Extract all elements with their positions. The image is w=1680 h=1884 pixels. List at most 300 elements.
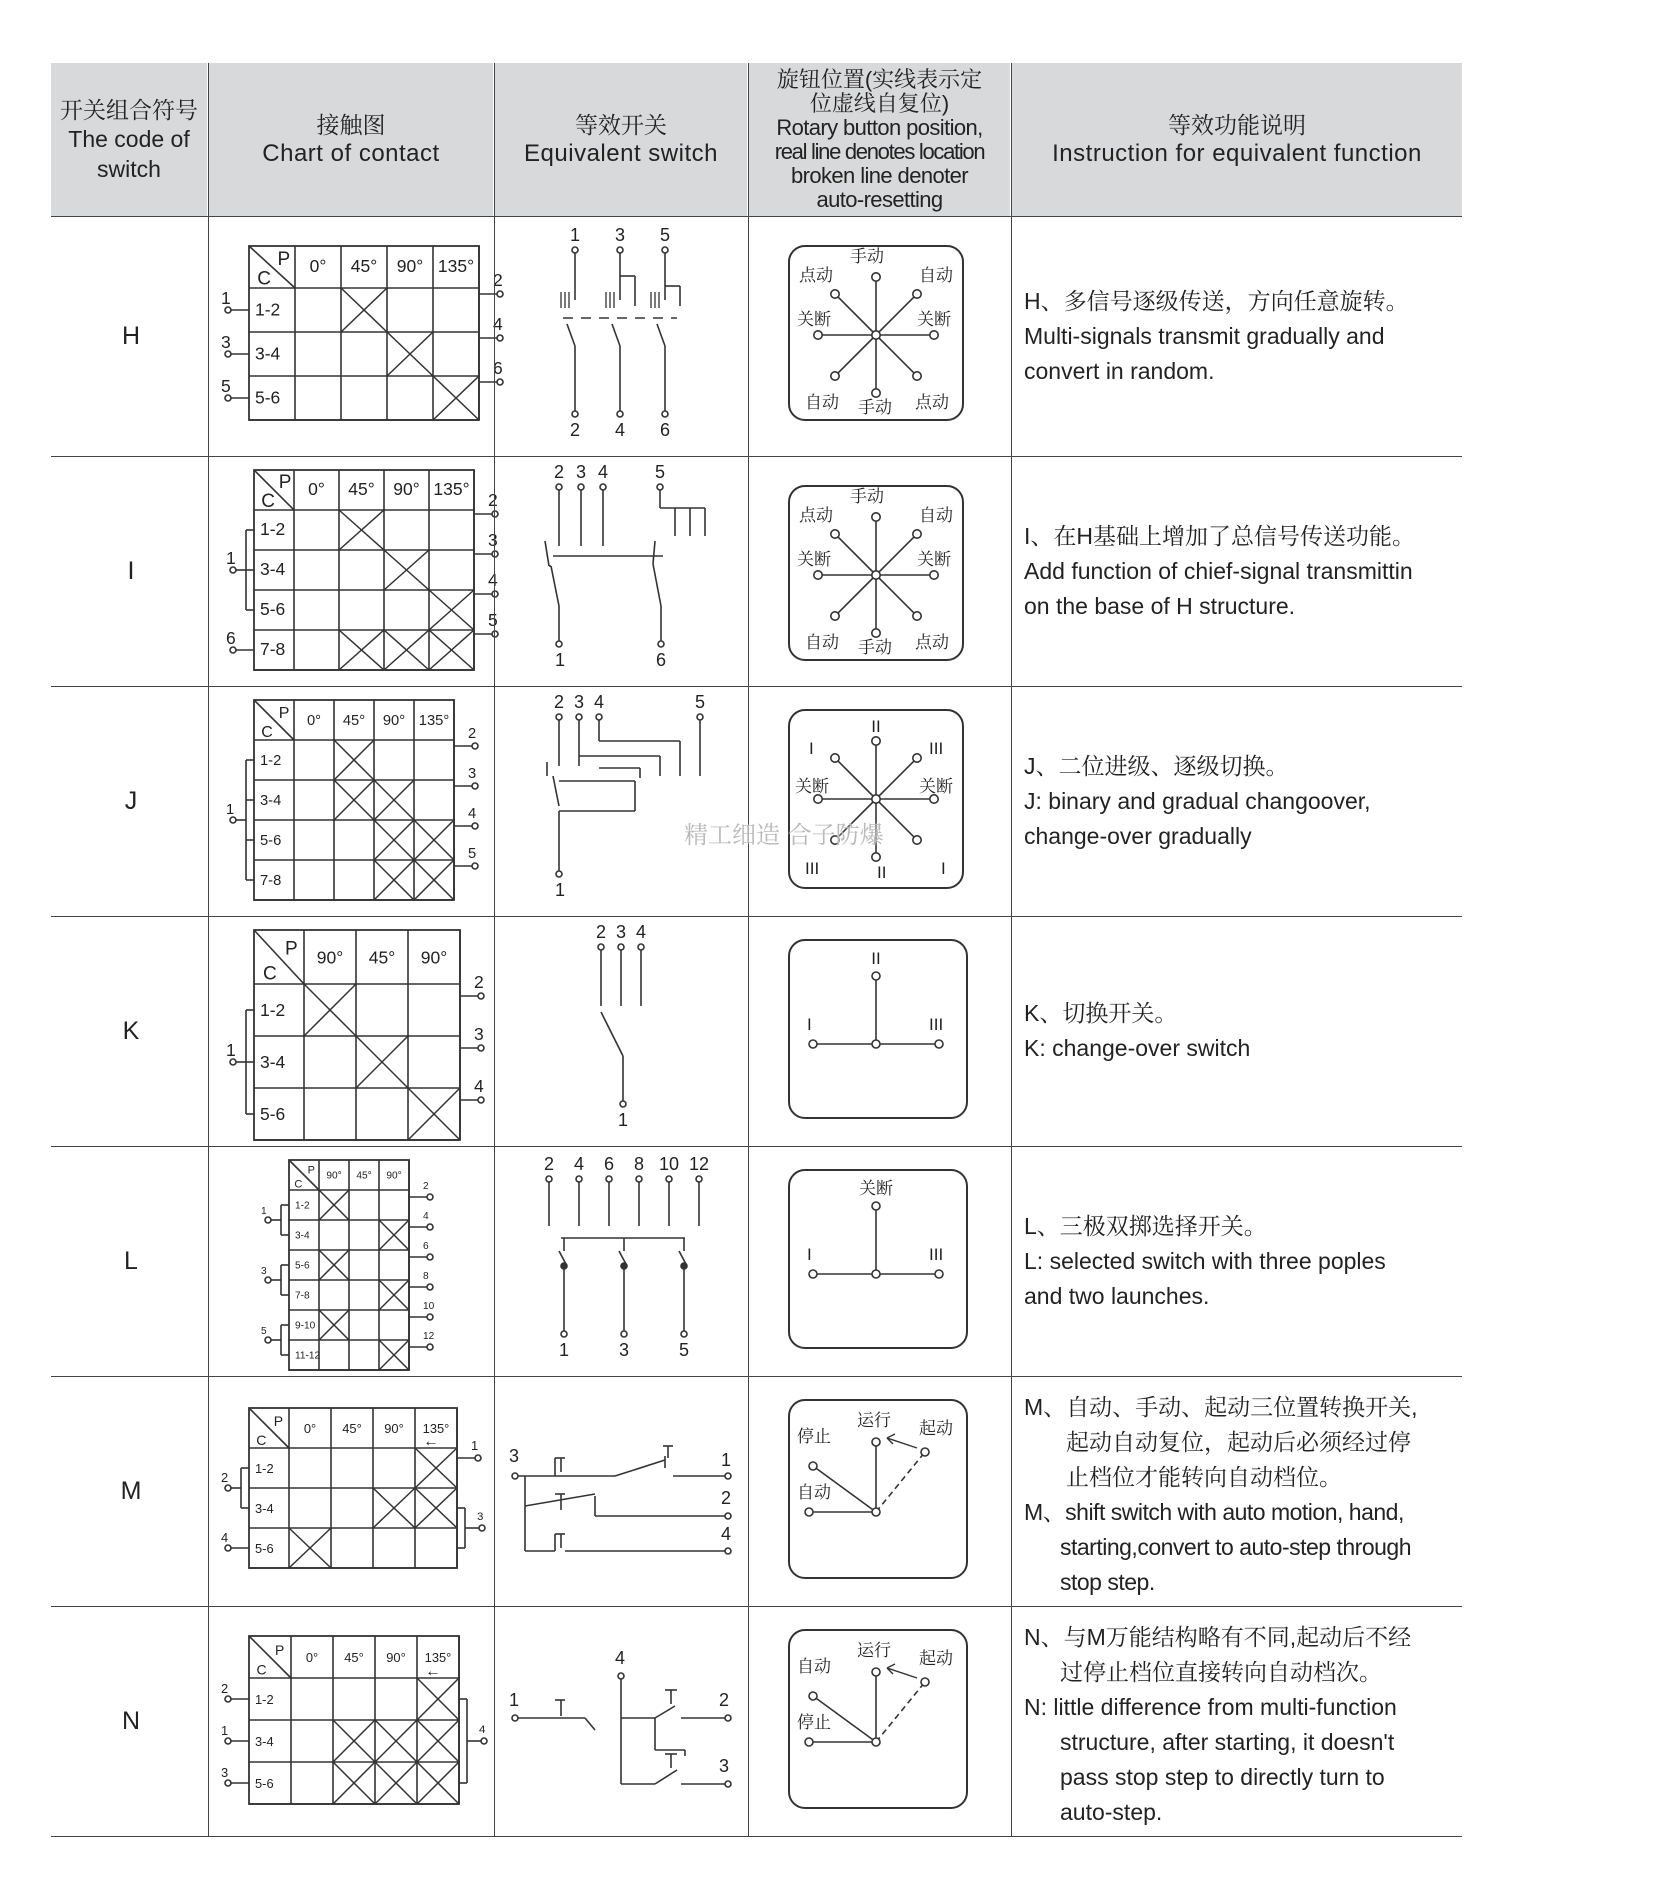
terminal-label: 2: [423, 1181, 429, 1192]
terminal-label: 4: [594, 692, 605, 712]
equivalent-switch-cell: [495, 916, 747, 1146]
chart-row-label: 1-2: [255, 1692, 274, 1708]
terminal-label: 10: [423, 1301, 435, 1312]
rotary-label-jog: 点动: [915, 633, 949, 653]
rotary-position-cell: [749, 456, 1010, 686]
chart-row-label: 9-10: [295, 1320, 316, 1332]
header-function: [1012, 63, 1462, 216]
chart-angle-label: 90°: [420, 947, 448, 968]
contact-chart: [221, 1408, 485, 1568]
equivalent-switch: [509, 1446, 731, 1554]
switch-code: H: [121, 322, 141, 350]
description-line: on the base of H structure.: [1024, 592, 1296, 619]
equivalent-switch-cell: [495, 1606, 747, 1836]
terminal-label: 1: [570, 225, 581, 245]
chart-angle-label: 0°: [308, 478, 325, 499]
terminal-label: 5: [695, 692, 706, 712]
rotary-position-cell: [749, 916, 1010, 1146]
terminal-label: 6: [660, 420, 671, 440]
contact-chart: [226, 470, 498, 670]
chart-c-label: C: [263, 963, 277, 985]
contact-chart-cell: [209, 1146, 493, 1376]
chart-row-label: 3-4: [260, 558, 286, 579]
equivalent-switch: [561, 225, 680, 440]
rotary-label-1: I: [809, 739, 814, 758]
chart-angle-label: 45°: [342, 712, 366, 729]
chart-row-label: 1-2: [260, 1000, 286, 1021]
description-line: L: selected switch with three poples: [1024, 1247, 1386, 1274]
rotary-diagram: [789, 940, 967, 1118]
watermark-text: 精工细造 合子防爆: [684, 821, 884, 849]
description-line: M、自动、手动、起动三位置转换开关,: [1024, 1394, 1418, 1420]
terminal-label: 4: [615, 1648, 626, 1668]
terminal-label: 2: [719, 1690, 730, 1710]
header-code-en: The code of: [68, 125, 190, 152]
terminal-label: 6: [493, 358, 503, 378]
rotary-label-top: 关断: [859, 1179, 893, 1199]
terminal-label: 4: [479, 1724, 486, 1736]
chart-angle-label: 90°: [396, 256, 424, 277]
chart-row-label: 5-6: [255, 387, 281, 408]
chart-row-label: 5-6: [260, 832, 282, 849]
chart-angle-label: 90°: [382, 712, 406, 729]
terminal-label: 2: [493, 270, 503, 290]
terminal-label: 4: [493, 314, 503, 334]
chart-c-label: C: [294, 1178, 303, 1191]
terminal-label: 8: [634, 1154, 645, 1174]
rotary-diagram: [789, 1400, 967, 1578]
terminal-label: 4: [488, 570, 498, 590]
header-rotary-zh1: 旋钮位置(实线表示定: [776, 66, 983, 92]
chart-angle-label: 45°: [342, 1420, 362, 1436]
description-line: pass stop step to directly turn to: [1060, 1764, 1385, 1790]
chart-row-label: 11-12: [295, 1350, 321, 1362]
switch-code: L: [124, 1247, 138, 1275]
chart-c-label: C: [261, 723, 273, 741]
rotary-label-off: 关断: [797, 310, 831, 330]
chart-row-label: 1-2: [260, 518, 286, 539]
chart-p-label: P: [273, 1413, 284, 1429]
table-row: [51, 1376, 1462, 1606]
terminal-label: 1: [721, 1450, 732, 1470]
header-chart-en: Chart of contact: [262, 139, 440, 167]
chart-p-label: P: [277, 248, 291, 270]
chart-angle-label: 90°: [386, 1170, 402, 1182]
terminal-label: 12: [423, 1331, 435, 1342]
chart-angle-label: 45°: [350, 256, 378, 277]
description-line: structure, after starting, it doesn't: [1060, 1729, 1395, 1755]
chart-angle-label: 90°: [393, 478, 420, 499]
rotary-label-1: I: [807, 1015, 812, 1034]
header-code-zh: 开关组合符号: [60, 96, 198, 123]
terminal-label: 1: [555, 650, 566, 670]
header-rotary-zh2: 位虚线自复位): [809, 90, 950, 116]
terminal-label: 12: [689, 1154, 710, 1174]
terminal-label: 3: [616, 922, 627, 942]
header-equiv: [495, 63, 747, 216]
description-line: auto-step.: [1060, 1799, 1163, 1825]
rotary-label-3: III: [929, 1015, 944, 1034]
rotary-label-1: I: [941, 859, 946, 878]
chart-p-label: P: [275, 1641, 285, 1658]
chart-angle-label: 0°: [303, 1420, 317, 1436]
terminal-label: 3: [719, 1756, 730, 1776]
function-description: [1024, 996, 1460, 1066]
terminal-label: 5: [221, 376, 231, 396]
rotary-label-manual: 手动: [858, 638, 892, 658]
description-line: 过停止档位直接转向自动档次。: [1060, 1659, 1382, 1685]
terminal-label: 4: [574, 1154, 585, 1174]
chart-row-label: 1-2: [260, 752, 282, 769]
switch-code: J: [124, 787, 138, 815]
column-divider: [494, 63, 495, 1836]
equivalent-switch-cell: [495, 216, 747, 456]
contact-chart: [226, 700, 478, 900]
description-line: K: change-over switch: [1024, 1035, 1251, 1061]
rotary-position-cell: [749, 686, 1010, 916]
row-divider: [51, 1376, 1462, 1377]
terminal-label: 2: [468, 726, 477, 742]
chart-row-label: 7-8: [260, 638, 286, 659]
row-divider: [51, 916, 1462, 917]
header-rotary-en1: Rotary button position,: [776, 114, 983, 140]
rotary-label-off: 关断: [919, 777, 953, 797]
terminal-label: 2: [474, 972, 484, 992]
terminal-label: 5: [488, 610, 498, 630]
terminal-label: 4: [636, 922, 647, 942]
contact-chart-cell: [209, 1376, 493, 1606]
terminal-label: 1: [618, 1110, 629, 1130]
rotary-diagram: [789, 1630, 967, 1808]
table-row: [51, 216, 1462, 456]
chart-row-label: 1-2: [255, 1460, 274, 1476]
chart-angle-label: 90°: [386, 1650, 406, 1666]
terminal-label: 3: [576, 462, 587, 482]
terminal-label: 1: [226, 548, 236, 568]
switch-code: I: [127, 557, 135, 585]
function-description: [1024, 1620, 1460, 1830]
contact-chart-cell: [209, 686, 493, 916]
chart-row-label: 5-6: [260, 598, 286, 619]
description-line: M、shift switch with auto motion, hand,: [1024, 1499, 1404, 1525]
terminal-label: 5: [261, 1326, 267, 1337]
description-line: Add function of chief-signal transmittin: [1024, 557, 1413, 584]
chart-row-label: 1-2: [295, 1200, 310, 1212]
rotary-label-auto: 自动: [919, 266, 953, 286]
description-line: 止档位才能转向自动档位。: [1066, 1464, 1342, 1490]
chart-row-label: 3-4: [260, 792, 282, 809]
terminal-label: 10: [659, 1154, 680, 1174]
description-line: Multi-signals transmit gradually and: [1024, 322, 1385, 349]
rotary-label-3: III: [805, 859, 820, 878]
terminal-label: 1: [226, 1040, 236, 1060]
chart-p-label: P: [278, 705, 290, 722]
terminal-label: 6: [656, 650, 667, 670]
chart-c-label: C: [256, 1431, 267, 1448]
chart-angle-label: 135°: [437, 256, 475, 277]
terminal-label: 2: [221, 1470, 229, 1485]
terminal-label: 4: [598, 462, 609, 482]
rotary-label-jog: 点动: [799, 266, 833, 286]
chart-row-label: 5-6: [260, 1104, 286, 1125]
terminal-label: 1: [555, 880, 566, 900]
rotary-label-3: III: [929, 739, 944, 758]
header-equiv-en: Equivalent switch: [524, 139, 718, 167]
table-row: [51, 686, 1462, 916]
rotary-label-auto: 自动: [805, 393, 839, 413]
terminal-label: 2: [721, 1488, 732, 1508]
rotary-label-manual: 手动: [850, 487, 884, 507]
table-row: [51, 916, 1462, 1146]
table-row: [51, 456, 1462, 686]
chart-angle-label: 45°: [356, 1170, 372, 1182]
rotary-label-jog: 点动: [915, 393, 949, 413]
rotary-diagram: [789, 486, 963, 660]
chart-p-label: P: [307, 1164, 315, 1177]
equivalent-switch-cell: [495, 456, 747, 686]
terminal-label: 5: [468, 846, 477, 862]
chart-c-label: C: [261, 490, 275, 512]
row-divider: [51, 1606, 1462, 1607]
table-row: [51, 1146, 1462, 1376]
terminal-label: 3: [468, 766, 477, 782]
terminal-label: 4: [468, 806, 477, 822]
chart-angle-label: 45°: [368, 947, 396, 968]
chart-row-label: 3-4: [255, 1734, 274, 1750]
terminal-label: 2: [221, 1681, 229, 1696]
rotary-label-left: 停止: [797, 1713, 831, 1733]
header-rotary-en4: auto-resetting: [816, 186, 943, 212]
rotary-diagram: [789, 246, 963, 420]
equivalent-switch: [544, 1154, 709, 1360]
rotary-label-left: 自动: [797, 1483, 831, 1503]
rotary-label-run: 运行: [857, 1641, 891, 1661]
terminal-label: 1: [471, 1438, 479, 1453]
description-line: I、在H基础上增加了总信号传送功能。: [1024, 522, 1415, 549]
terminal-label: 2: [554, 462, 565, 482]
description-line: change-over gradually: [1024, 822, 1252, 849]
terminal-label: 5: [679, 1340, 690, 1360]
chart-row-label: 7-8: [260, 872, 282, 889]
chart-angle-label: 45°: [348, 478, 375, 499]
terminal-label: 6: [423, 1241, 429, 1252]
terminal-label: 4: [221, 1530, 229, 1545]
equivalent-switch: [545, 462, 705, 670]
terminal-label: 6: [226, 628, 236, 648]
column-divider: [748, 63, 749, 1836]
terminal-label: 1: [261, 1206, 267, 1217]
terminal-label: 1: [509, 1690, 520, 1710]
description-line: 起动自动复位，起动后必须经过停: [1066, 1429, 1411, 1455]
chart-angle-label: 0°: [309, 256, 327, 277]
contact-chart: [261, 1160, 435, 1370]
chart-arrow: ←: [423, 1433, 439, 1450]
terminal-label: 4: [423, 1211, 429, 1222]
rotary-diagram: [789, 710, 963, 888]
terminal-label: 3: [488, 530, 498, 550]
equivalent-switch: [596, 922, 646, 1130]
contact-chart-cell: [209, 216, 503, 456]
rotary-label-2: II: [877, 863, 887, 882]
rotary-label-start: 起动: [919, 1649, 953, 1669]
rotary-label-run: 运行: [857, 1411, 891, 1431]
terminal-label: 3: [221, 332, 231, 352]
terminal-label: 3: [574, 692, 585, 712]
switch-code: K: [122, 1017, 140, 1045]
chart-arrow: ←: [425, 1662, 441, 1680]
row-divider: [51, 686, 1462, 687]
equivalent-switch-cell: [495, 1146, 747, 1376]
rotary-label-off: 关断: [797, 550, 831, 570]
chart-row-label: 5-6: [255, 1776, 274, 1792]
chart-row-label: 3-4: [295, 1230, 310, 1242]
contact-chart: [221, 246, 503, 420]
terminal-label: 5: [655, 462, 666, 482]
description-line: K、切换开关。: [1024, 1000, 1178, 1026]
rotary-label-auto: 自动: [919, 506, 953, 526]
rotary-label-start: 起动: [919, 1419, 953, 1439]
description-line: and two launches.: [1024, 1282, 1210, 1309]
terminal-label: 3: [619, 1340, 630, 1360]
chart-angle-label: 135°: [418, 712, 450, 729]
terminal-label: 8: [423, 1271, 429, 1282]
chart-angle-label: 0°: [306, 712, 322, 729]
header-equiv-zh: 等效开关: [575, 111, 667, 138]
description-line: convert in random.: [1024, 357, 1215, 384]
description-line: L、三极双掷选择开关。: [1024, 1212, 1267, 1239]
terminal-label: 6: [604, 1154, 615, 1174]
rotary-label-jog: 点动: [799, 506, 833, 526]
function-description: [1024, 1209, 1460, 1314]
chart-angle-label: 90°: [384, 1420, 404, 1436]
rotary-position-cell: [749, 1146, 1010, 1376]
rotary-label-upper-left: 自动: [797, 1657, 831, 1677]
description-line: starting,convert to auto-step through: [1060, 1534, 1411, 1560]
row-divider: [51, 1836, 1462, 1837]
terminal-label: 1: [559, 1340, 570, 1360]
contact-chart-cell: [209, 456, 498, 686]
rotary-label-auto: 自动: [805, 633, 839, 653]
row-divider: [51, 456, 1462, 457]
header-rotary-en2: real line denotes location: [774, 138, 985, 164]
chart-angle-label: 0°: [305, 1650, 319, 1666]
rotary-label-off: 关断: [917, 550, 951, 570]
chart-c-label: C: [256, 1661, 267, 1678]
terminal-label: 4: [474, 1076, 484, 1096]
header-function-en: Instruction for equivalent function: [1052, 139, 1422, 167]
rotary-position-cell: [749, 1606, 1010, 1836]
terminal-label: 4: [615, 420, 626, 440]
header-function-zh: 等效功能说明: [1168, 111, 1306, 138]
description-line: N、与M万能结构略有不同,起动后不经: [1024, 1624, 1412, 1650]
chart-p-label: P: [285, 938, 298, 960]
terminal-label: 5: [660, 225, 671, 245]
column-divider: [208, 63, 209, 1836]
terminal-label: 3: [474, 1024, 484, 1044]
terminal-label: 2: [488, 490, 498, 510]
header-code-en2: switch: [97, 155, 161, 182]
function-description: [1024, 1390, 1460, 1600]
terminal-label: 3: [221, 1765, 229, 1780]
terminal-label: 1: [221, 288, 231, 308]
function-description: [1024, 749, 1460, 854]
rotary-label-3: III: [929, 1245, 944, 1264]
chart-row-label: 3-4: [255, 1500, 274, 1516]
rotary-label-upper-left: 停止: [797, 1427, 831, 1447]
chart-angle-label: 135°: [422, 1420, 450, 1436]
chart-row-label: 1-2: [255, 299, 281, 320]
header-code: [51, 63, 207, 216]
chart-row-label: 5-6: [255, 1540, 274, 1556]
column-divider: [1011, 63, 1012, 1836]
terminal-label: 3: [615, 225, 626, 245]
chart-p-label: P: [278, 472, 292, 493]
contact-chart: [226, 930, 484, 1140]
description-line: stop step.: [1060, 1569, 1155, 1595]
rotary-label-1: I: [807, 1245, 812, 1264]
table-row: [51, 1606, 1462, 1836]
terminal-label: 1: [226, 802, 235, 818]
terminal-label: 2: [544, 1154, 555, 1174]
equivalent-switch: [547, 692, 705, 900]
chart-angle-label: 90°: [326, 1170, 342, 1182]
chart-c-label: C: [257, 268, 272, 290]
rotary-label-off: 关断: [795, 777, 829, 797]
header-chart: [209, 63, 493, 216]
terminal-label: 3: [261, 1266, 267, 1277]
rotary-label-top: II: [871, 949, 881, 968]
contact-chart-cell: [209, 1606, 493, 1836]
rotary-label-manual: 手动: [850, 247, 884, 267]
chart-row-label: 3-4: [260, 1052, 286, 1073]
chart-row-label: 7-8: [295, 1290, 310, 1302]
terminal-label: 3: [477, 1511, 484, 1523]
description-line: J: binary and gradual changoover,: [1024, 787, 1371, 814]
function-description: [1024, 284, 1460, 389]
chart-angle-label: 135°: [424, 1650, 452, 1666]
function-description: [1024, 519, 1460, 624]
contact-chart-cell: [209, 916, 493, 1146]
header-rotary-en3: broken line denoter: [791, 162, 968, 188]
equivalent-switch-cell: [495, 686, 747, 916]
description-line: H、多信号逐级传送，方向任意旋转。: [1024, 287, 1409, 314]
rotary-position-cell: [749, 216, 1010, 456]
header-rotary: [749, 63, 1010, 216]
chart-row-label: 5-6: [295, 1260, 310, 1272]
contact-chart: [221, 1636, 487, 1804]
description-line: J、二位进级、逐级切换。: [1024, 752, 1289, 779]
terminal-label: 3: [509, 1446, 520, 1466]
terminal-label: 1: [221, 1723, 229, 1738]
description-line: N: little difference from multi-function: [1024, 1694, 1397, 1720]
equivalent-switch: [509, 1648, 731, 1787]
chart-angle-label: 135°: [433, 478, 470, 499]
switch-code: M: [120, 1477, 142, 1505]
chart-angle-label: 90°: [316, 947, 344, 968]
rotary-diagram: [789, 1170, 967, 1348]
equivalent-switch-cell: [495, 1376, 747, 1606]
terminal-label: 4: [721, 1524, 732, 1544]
terminal-label: 2: [596, 922, 607, 942]
rotary-label-manual: 手动: [858, 398, 892, 418]
header-chart-zh: 接触图: [316, 111, 386, 138]
rotary-position-cell: [749, 1376, 1010, 1606]
chart-angle-label: 45°: [344, 1650, 364, 1666]
chart-row-label: 3-4: [255, 343, 281, 364]
rotary-label-2: II: [871, 717, 881, 736]
rotary-label-off: 关断: [917, 310, 951, 330]
terminal-label: 2: [554, 692, 565, 712]
